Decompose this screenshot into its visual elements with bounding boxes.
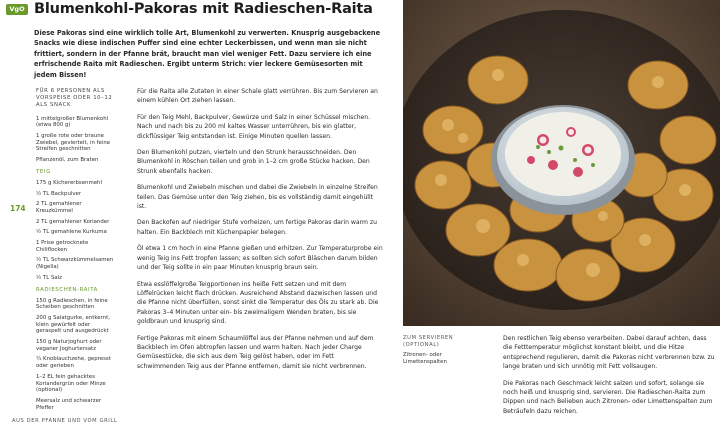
recipe-title: Blumenkohl-Pakoras mit Radieschen-Raita xyxy=(34,1,373,17)
method-step: Den restlichen Teig ebenso verarbeiten. Dabei darauf achten, dass die Fetttemperatur möglichst konstant bleibt, und die Hitze entsprechend regulieren, damit die Pakoras nicht verbrennen bzw. zu lange braten und sich unnötig mit Fett vollsaugen. xyxy=(503,335,715,371)
diet-badge: VgO xyxy=(6,4,28,15)
teig-heading: TEIG xyxy=(36,168,51,175)
serving-heading: ZUM SERVIEREN (OPTIONAL) xyxy=(403,335,454,348)
method-step: Blumenkohl und Zwiebeln mischen und dabei die Zwiebeln in einzelne Streifen teilen. Das Gemüse unter den Teig ziehen, bis es vollständig damit eingehüllt ist. xyxy=(137,184,378,211)
method-step: Fertige Pakoras mit einem Schaumlöffel aus der Pfanne nehmen und auf dem Backblech im Ofen abtropfen lassen und warm halten. Nach jeder Charge Gemüsestücke, die sich aus dem Teig gelöst haben, oder im Fett schwimmenden Teig aus der Pfanne entfernen, damit sie nicht verbrennen. xyxy=(137,334,374,370)
method-step: Etwa esslöffelgroße Teigportionen ins heiße Fett setzen und mit dem Löffelrücken leicht flach drücken. Ausreichend Abstand dazwischen lassen und die Pfanne nicht überfüllen, sonst sinkt die Temperatur des Öls zu stark ab. Die Pakoras 3–4 Minuten unter ein- bis zweimaligem Wenden braten, bis sie goldbraun und knusprig sind. xyxy=(137,280,379,326)
ingredient-item: 1–2 EL fein gehacktes Koriandergrün oder Minze (optional) xyxy=(36,373,106,394)
method-column-right xyxy=(503,334,715,423)
ingredients-heading: FÜR 6 PERSONEN ALS VORSPEISE ODER 10–12 ALS SNACK xyxy=(36,88,113,109)
method-step: Für die Raita alle Zutaten in einer Schale glatt verrühren. Bis zum Servieren an einem kühlen Ort ziehen lassen. xyxy=(137,88,378,105)
recipe-intro xyxy=(34,28,384,80)
ingredient-item: 200 g Salatgurke, entkernt, klein gewürfelt oder geraspelt und ausgedrückt xyxy=(36,314,110,335)
ingredients-column xyxy=(36,88,114,415)
ingredient-item: 175 g Kichererbsenmehl xyxy=(36,179,102,186)
ingredient-item: 2 TL gemahlener Kreuzkümmel xyxy=(36,201,82,214)
ingredient-item: ½ TL Schwarzkümmelsamen (Nigella) xyxy=(36,257,114,271)
raita-heading: RADIESCHEN-RAITA xyxy=(36,286,98,293)
ingredient-item: 2 TL gemahlener Koriander xyxy=(36,218,110,225)
method-step: Den Blumenkohl putzen, vierteln und den Strunk herausschneiden. Den Blumenkohl in Röschen teilen und grob in 1–2 cm große Stücke hacken. Den Strunk ebenfalls hacken. xyxy=(137,149,370,175)
ingredient-item: 150 g Naturjoghurt oder veganer Joghurtersatz xyxy=(36,339,102,352)
method-column xyxy=(137,87,383,378)
ingredient-item: Pflanzenöl, zum Braten xyxy=(36,157,99,164)
ingredient-item: 1 mittelgroßer Blumenkohl (etwa 800 g) xyxy=(36,115,109,129)
ingredient-item: ½ TL Backpulver xyxy=(36,190,82,197)
serving-text: Zitronen- oder Limettenspalten xyxy=(403,352,447,365)
method-step: Die Pakoras nach Geschmack leicht salzen und sofort, solange sie noch heiß und knusprig sind, servieren. Die Radieschen-Raita zum Dippen und nach Belieben auch Zitronen- oder Limettenspalten zum Beträufeln dazu reichen. xyxy=(503,379,713,415)
pakoras-illustration-icon xyxy=(403,0,720,326)
ingredient-item: 1 große rote oder braune Zwiebel, geviertelt, in feine Streifen geschnitten xyxy=(36,133,111,153)
method-step: Öl etwa 1 cm hoch in eine Pfanne gießen und erhitzen. Zur Temperaturprobe ein wenig Teig ins Fett tropfen lassen; es sollten sich sofort Bläschen darum bilden und der Teig sollte in ein paar Minuten knusprig braun sein. xyxy=(137,245,383,272)
chapter-footer: AUS DER PFANNE UND VOM GRILL xyxy=(12,418,118,424)
ingredient-item: Meersalz und schwarzer Pfeffer xyxy=(36,398,102,411)
method-step: Für den Teig Mehl, Backpulver, Gewürze und Salz in einer Schüssel mischen. Nach und nach bis zu 200 ml kaltes Wasser unterrühren, bis ein glatter, dickflüssiger Teig entstanden ist. Einige Minuten quellen lassen. xyxy=(137,113,371,140)
ingredient-item: 150 g Radieschen, in feine Scheiben geschnitten xyxy=(36,297,108,311)
intro-text: Diese Pakoras sind eine wirklich tolle Art, Blumenkohl zu verwerten. Knusprig ausgebackene Snacks wie diese indischen Puffer sind eine echter Leckerbissen, und wenn man sie nicht frittiert, sondern in der Pfanne brät, braucht man viel weniger Fett. Dazu serviere ich eine erfrischende Raita mit Radieschen. Ergibt unterm Strich: vier leckere Gemüsesorten mit jedem Bissen! xyxy=(34,29,381,79)
ingredient-item: ½ TL Salz xyxy=(36,274,63,281)
ingredient-item: ½ TL gemahlene Kurkuma xyxy=(36,229,107,236)
food-photo-icon xyxy=(403,0,720,326)
ingredient-item: ¼ Knoblauchzehe, gepresst oder gerieben xyxy=(36,356,111,370)
page-number: 174 xyxy=(10,204,26,213)
ingredient-item: 1 Prise getrocknete Chiliflocken xyxy=(36,240,89,253)
method-step: Den Backofen auf niedriger Stufe vorheizen, um fertige Pakoras darin warm zu halten. Ein Backblech mit Küchenpapier belegen. xyxy=(137,219,377,236)
